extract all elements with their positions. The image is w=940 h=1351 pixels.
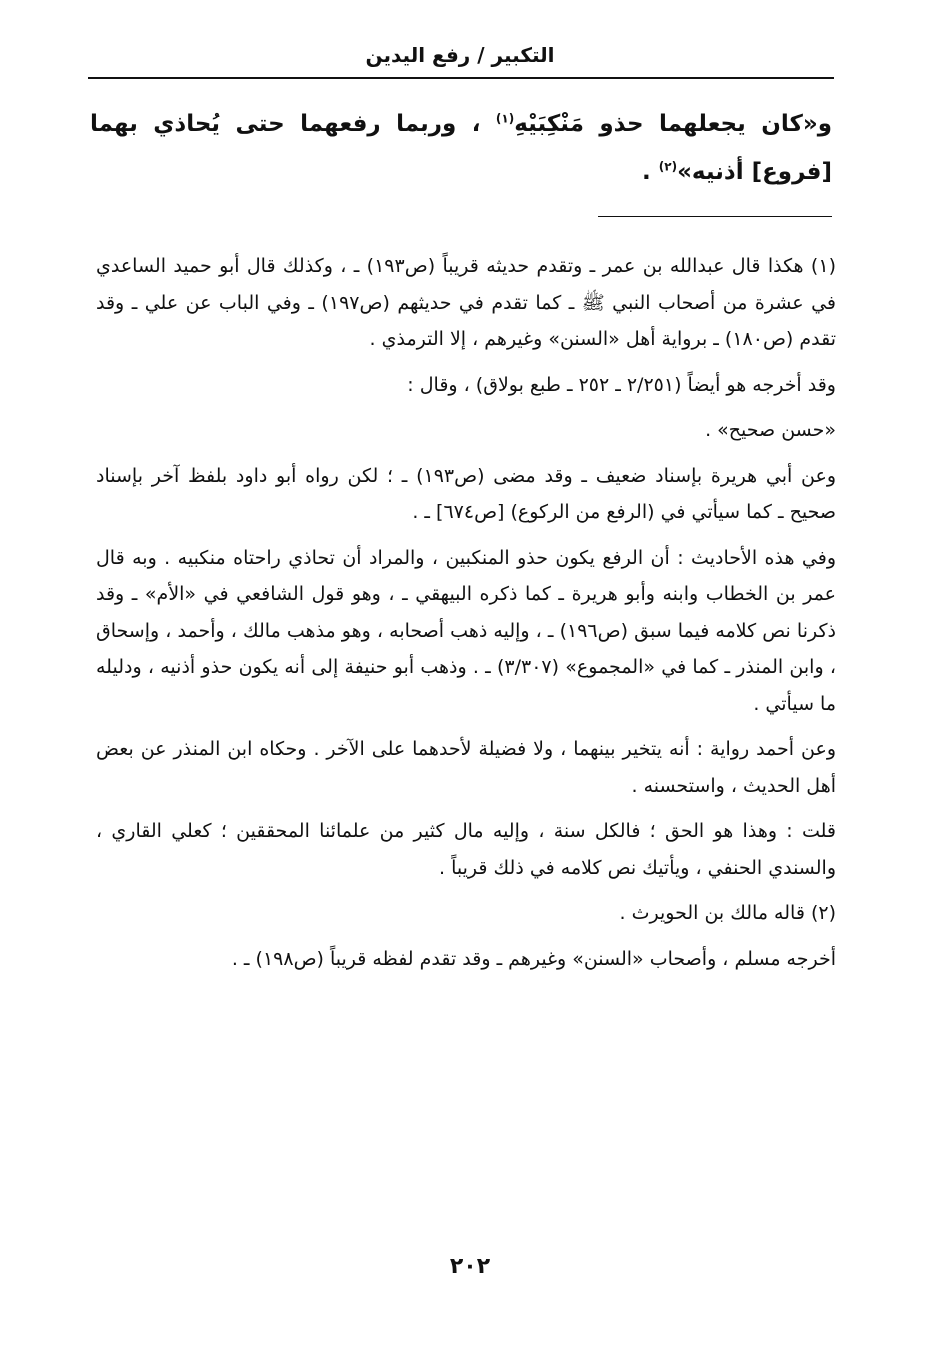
footnote-paragraph: «حسن صحيح» . [705,419,836,441]
footnote-paragraph: وقد أخرجه هو أيضاً (٢/٢٥١ ـ ٢٥٢ ـ طبع بولاق) ، وقال : [407,373,836,396]
footnote-divider [598,216,832,217]
footnote-1: (١) هكذا قال عبدالله بن عمر ـ وتقدم حديثه قريباً (ص١٩٣) ـ ، وكذلك قال أبو حميد الساعدي في عشرة من أصحاب النبي ﷺ ـ كما تقدم في حديثهم (ص١٩٧) ـ وفي الباب عن علي ـ وقد تقدم (ص١٨٠) ـ برواية أهل «السنن» وغيرهم ، إلا الترمذي . [96,255,836,350]
main-text-part2: ، وربما رفعهما حتى يُحاذي بهما [فروع] أذنيه» [90,111,832,185]
footnotes-section [96,248,836,986]
running-header: التكبير / رفع اليدين [365,43,555,67]
header-divider [88,77,834,79]
footnote-ref-1: (١) [495,111,515,126]
page-number: ٢٠٢ [449,1254,491,1279]
main-text-end: . [642,159,659,185]
footnote-paragraph: وفي هذه الأحاديث : أن الرفع يكون حذو المنكبين ، والمراد أن تحاذي راحتاه منكبيه . وبه قال عمر بن الخطاب وابنه وأبو هريرة ـ كما ذكره البيهقي ـ ، وهو قول الشافعي في «الأم» ـ وقد ذكرنا نص كلامه فيما سبق (ص١٩٦) ـ ، وإليه ذهب أصحابه ، وهو مذهب مالك ، وأحمد ، وإسحاق ، وابن المنذر ـ كما في «المجموع» (٣/٣٠٧) ـ . وذهب أبو حنيفة إلى أنه يكون حذو أذنيه ، ودليله ما سيأتي . [96,546,837,715]
main-text-part1: و«كان يجعلهما حذو مَنْكِبَيْهِ [514,111,832,137]
footnote-2: (٢) قاله مالك بن الحويرث . [619,902,836,924]
footnote-paragraph: وعن أبي هريرة بإسناد ضعيف ـ وقد مضى (ص١٩٣) ـ ؛ لكن رواه أبو داود بلفظ آخر بإسناد صحيح ـ كما سيأتي في (الرفع من الركوع) [ص٦٧٤] ـ . [96,464,836,523]
footnote-paragraph: وعن أحمد رواية : أنه يتخير بينهما ، ولا فضيلة لأحدهما على الآخر . وحكاه ابن المنذر عن بعض أهل الحديث ، واستحسنه . [96,738,836,797]
footnote-paragraph: قلت : وهذا هو الحق ؛ فالكل سنة ، وإليه مال كثير من علمائنا المحققين ؛ كعلي القاري ، والسندي الحنفي ، ويأتيك نص كلامه في ذلك قريباً . [96,820,836,879]
footnote-paragraph: أخرجه مسلم ، وأصحاب «السنن» وغيرهم ـ وقد تقدم لفظه قريباً (ص١٩٨) ـ . [231,947,836,970]
footnote-ref-2: (٢) [658,159,678,174]
main-text [90,100,832,196]
